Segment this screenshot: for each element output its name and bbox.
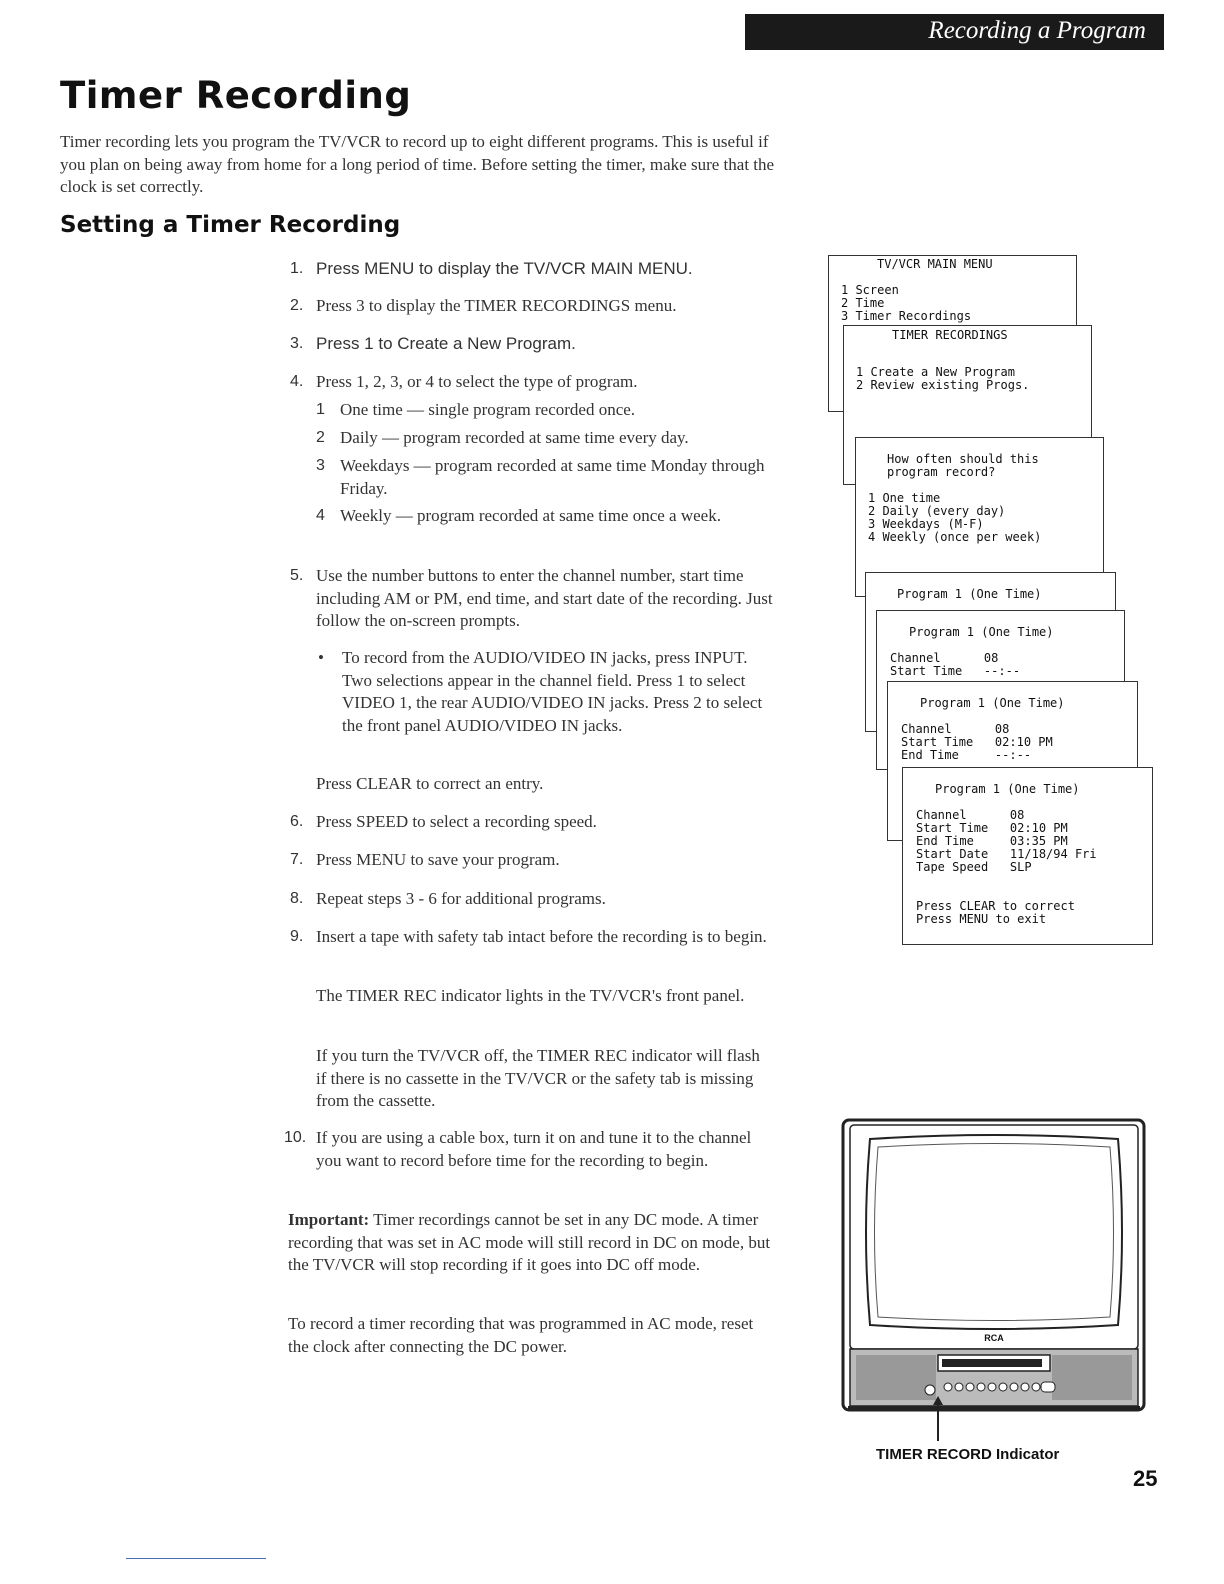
step-5: 5. Use the number buttons to enter the channel number, start time including AM or PM, end time, and start date of the recording. Just follow the on-screen prompts. xyxy=(290,566,773,630)
step-8: 8. Repeat steps 3 - 6 for additional programs. xyxy=(290,889,606,908)
tv-brand-logo: RCA xyxy=(984,1333,1004,1343)
bullet-dot: • xyxy=(318,648,324,667)
screen-program-3: Program 1 (One Time) Channel 08 Start Time 02:10 PM End Time --:-- xyxy=(887,681,1138,841)
screen-program-2: Program 1 (One Time) Channel 08 Start Time --:-- xyxy=(876,610,1125,770)
step-1: 1. Press MENU to display the TV/VCR MAIN MENU. xyxy=(290,259,693,278)
clear-note: Press CLEAR to correct an entry. xyxy=(316,774,544,793)
program-type-2: 2 Daily — program recorded at same time every day. xyxy=(316,428,689,447)
screen-main-menu: TV/VCR MAIN MENU 1 Screen 2 Time 3 Timer Recordings xyxy=(828,255,1077,412)
dc-note: To record a timer recording that was programmed in AC mode, reset the clock after connecting the DC power. xyxy=(288,1314,754,1356)
step-6: 6. Press SPEED to select a recording speed. xyxy=(290,812,597,831)
tv-caption: TIMER RECORD Indicator xyxy=(876,1446,1060,1463)
screen-how-often: How often should this program record? 1 One time 2 Daily (every day) 3 Weekdays (M-F) 4 Weekly (once per week) xyxy=(855,437,1104,597)
tv-illustration xyxy=(838,1115,1150,1445)
important-text: Timer recordings cannot be set in any DC mode. A timer recording that was set in AC mode will still record in DC on mode, but the TV/VCR will stop recording if it goes into DC off mode. xyxy=(288,1210,771,1274)
section-header-bar xyxy=(745,14,1164,50)
speaker-grille-right xyxy=(1052,1355,1132,1400)
step-10: 10. If you are using a cable box, turn it on and tune it to the channel you want to record before time for the recording to begin. xyxy=(284,1128,752,1170)
step-2: 2. Press 3 to display the TIMER RECORDINGS menu. xyxy=(290,296,677,315)
section-header-title: Recording a Program xyxy=(928,17,1146,44)
input-bullet: • To record from the AUDIO/VIDEO IN jacks, press INPUT. Two selections appear in the channel field. Press 1 to select VIDEO 1, the rear AUDIO/VIDEO IN jacks. Press 2 to select the front panel AUDIO/VIDEO IN jacks. xyxy=(318,648,763,735)
timer-flash-note: If you turn the TV/VCR off, the TIMER REC indicator will flash if there is no cassette in the TV/VCR or the safety tab is missing from the cassette. xyxy=(316,1046,760,1110)
page-number: 25 xyxy=(1133,1466,1158,1491)
program-type-1: 1 One time — single program recorded once. xyxy=(316,400,636,419)
footer-rule xyxy=(126,1558,266,1559)
speaker-grille-left xyxy=(856,1355,936,1400)
screen-program-4: Program 1 (One Time) Channel 08 Start Time 02:10 PM End Time 03:35 PM Start Date 11/18/94 Fri Tape Speed SLP Press CLEAR to correct Press MENU to exit xyxy=(902,767,1153,945)
intro-paragraph: Timer recording lets you program the TV/VCR to record up to eight different programs. This is useful if you plan on being away from home for a long period of time. Before setting the timer, make sure that the clock is set correctly. xyxy=(60,132,775,196)
section-subtitle: Setting a Timer Recording xyxy=(60,212,401,238)
step-7: 7. Press MENU to save your program. xyxy=(290,850,560,869)
program-type-3: 3 Weekdays — program recorded at same time Monday through Friday. xyxy=(316,456,765,498)
timer-rec-note: The TIMER REC indicator lights in the TV/VCR's front panel. xyxy=(316,986,745,1005)
program-type-4: 4 Weekly — program recorded at same time once a week. xyxy=(316,506,721,525)
important-label: Important: xyxy=(288,1210,370,1229)
step-9: 9. Insert a tape with safety tab intact before the recording is to begin. xyxy=(290,927,767,946)
step-3: 3. Press 1 to Create a New Program. xyxy=(290,334,576,353)
page-title: Timer Recording xyxy=(60,74,412,117)
screen-program-1: Program 1 (One Time) xyxy=(865,572,1116,732)
important-note xyxy=(288,1209,772,1277)
step-4: 4. Press 1, 2, 3, or 4 to select the type of program. xyxy=(290,372,638,391)
screen-timer-recordings: TIMER RECORDINGS 1 Create a New Program 2 Review existing Progs. xyxy=(843,325,1092,485)
